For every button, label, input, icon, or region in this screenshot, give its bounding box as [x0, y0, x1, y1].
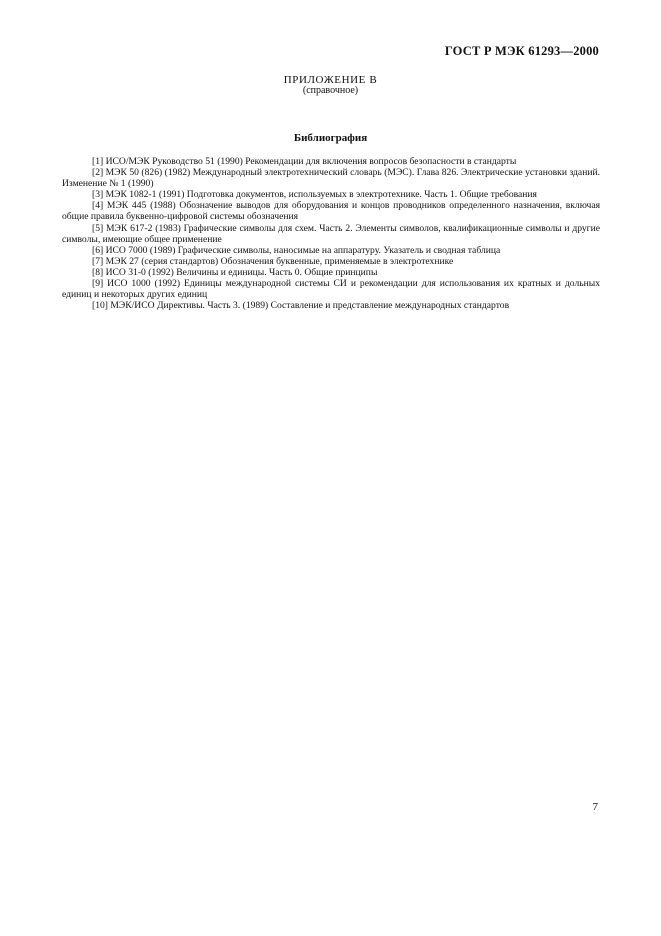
page-number: 7: [592, 801, 598, 813]
bibliography-list: [62, 156, 600, 311]
bibliography-title: Библиография: [293, 132, 368, 144]
bibliography-entry: [9] ИСО 1000 (1992) Единицы международной системы СИ и рекомендации для использования их кратных и дольных единиц и некоторых других единиц: [62, 278, 600, 301]
bibliography-entry: [4] МЭК 445 (1988) Обозначение выводов для оборудования и концов проводников определенного назначения, включая общие правила буквенно-цифровой системы обозначения: [62, 200, 600, 223]
appendix-subtitle: (справочное): [302, 85, 359, 96]
appendix-title: ПРИЛОЖЕНИЕ В: [283, 74, 378, 86]
bibliography-entry: [7] МЭК 27 (серия стандартов) Обозначения буквенные, применяемые в электротехнике: [92, 255, 454, 267]
bibliography-entry: [1] ИСО/МЭК Руководство 51 (1990) Рекомендации для включения вопросов безопасности в стандарты: [92, 156, 517, 167]
bibliography-entry: [10] МЭК/ИСО Директивы. Часть 3. (1989) Составление и представление международных стандартов: [92, 300, 510, 312]
bibliography-entry: [6] ИСО 7000 (1989) Графические символы, наносимые на аппаратуру. Указатель и сводная таблица: [92, 244, 501, 256]
standard-header: ГОСТ Р МЭК 61293—2000: [444, 44, 599, 58]
bibliography-entry: [8] ИСО 31-0 (1992) Величины и единицы. Часть 0. Общие принципы: [92, 266, 378, 278]
bibliography-entry: [3] МЭК 1082-1 (1991) Подготовка документов, используемых в электротехнике. Часть 1. Общие требования: [92, 189, 537, 201]
bibliography-entry: [2] МЭК 50 (826) (1982) Международный электротехнический словарь (МЭС). Глава 826. Электрические установки зданий. Изменение № 1 (1990): [62, 167, 600, 190]
bibliography-entry: [5] МЭК 617-2 (1983) Графические символы для схем. Часть 2. Элементы символов, квалификационные символы и другие символы, имеющие общее применение: [62, 222, 600, 245]
